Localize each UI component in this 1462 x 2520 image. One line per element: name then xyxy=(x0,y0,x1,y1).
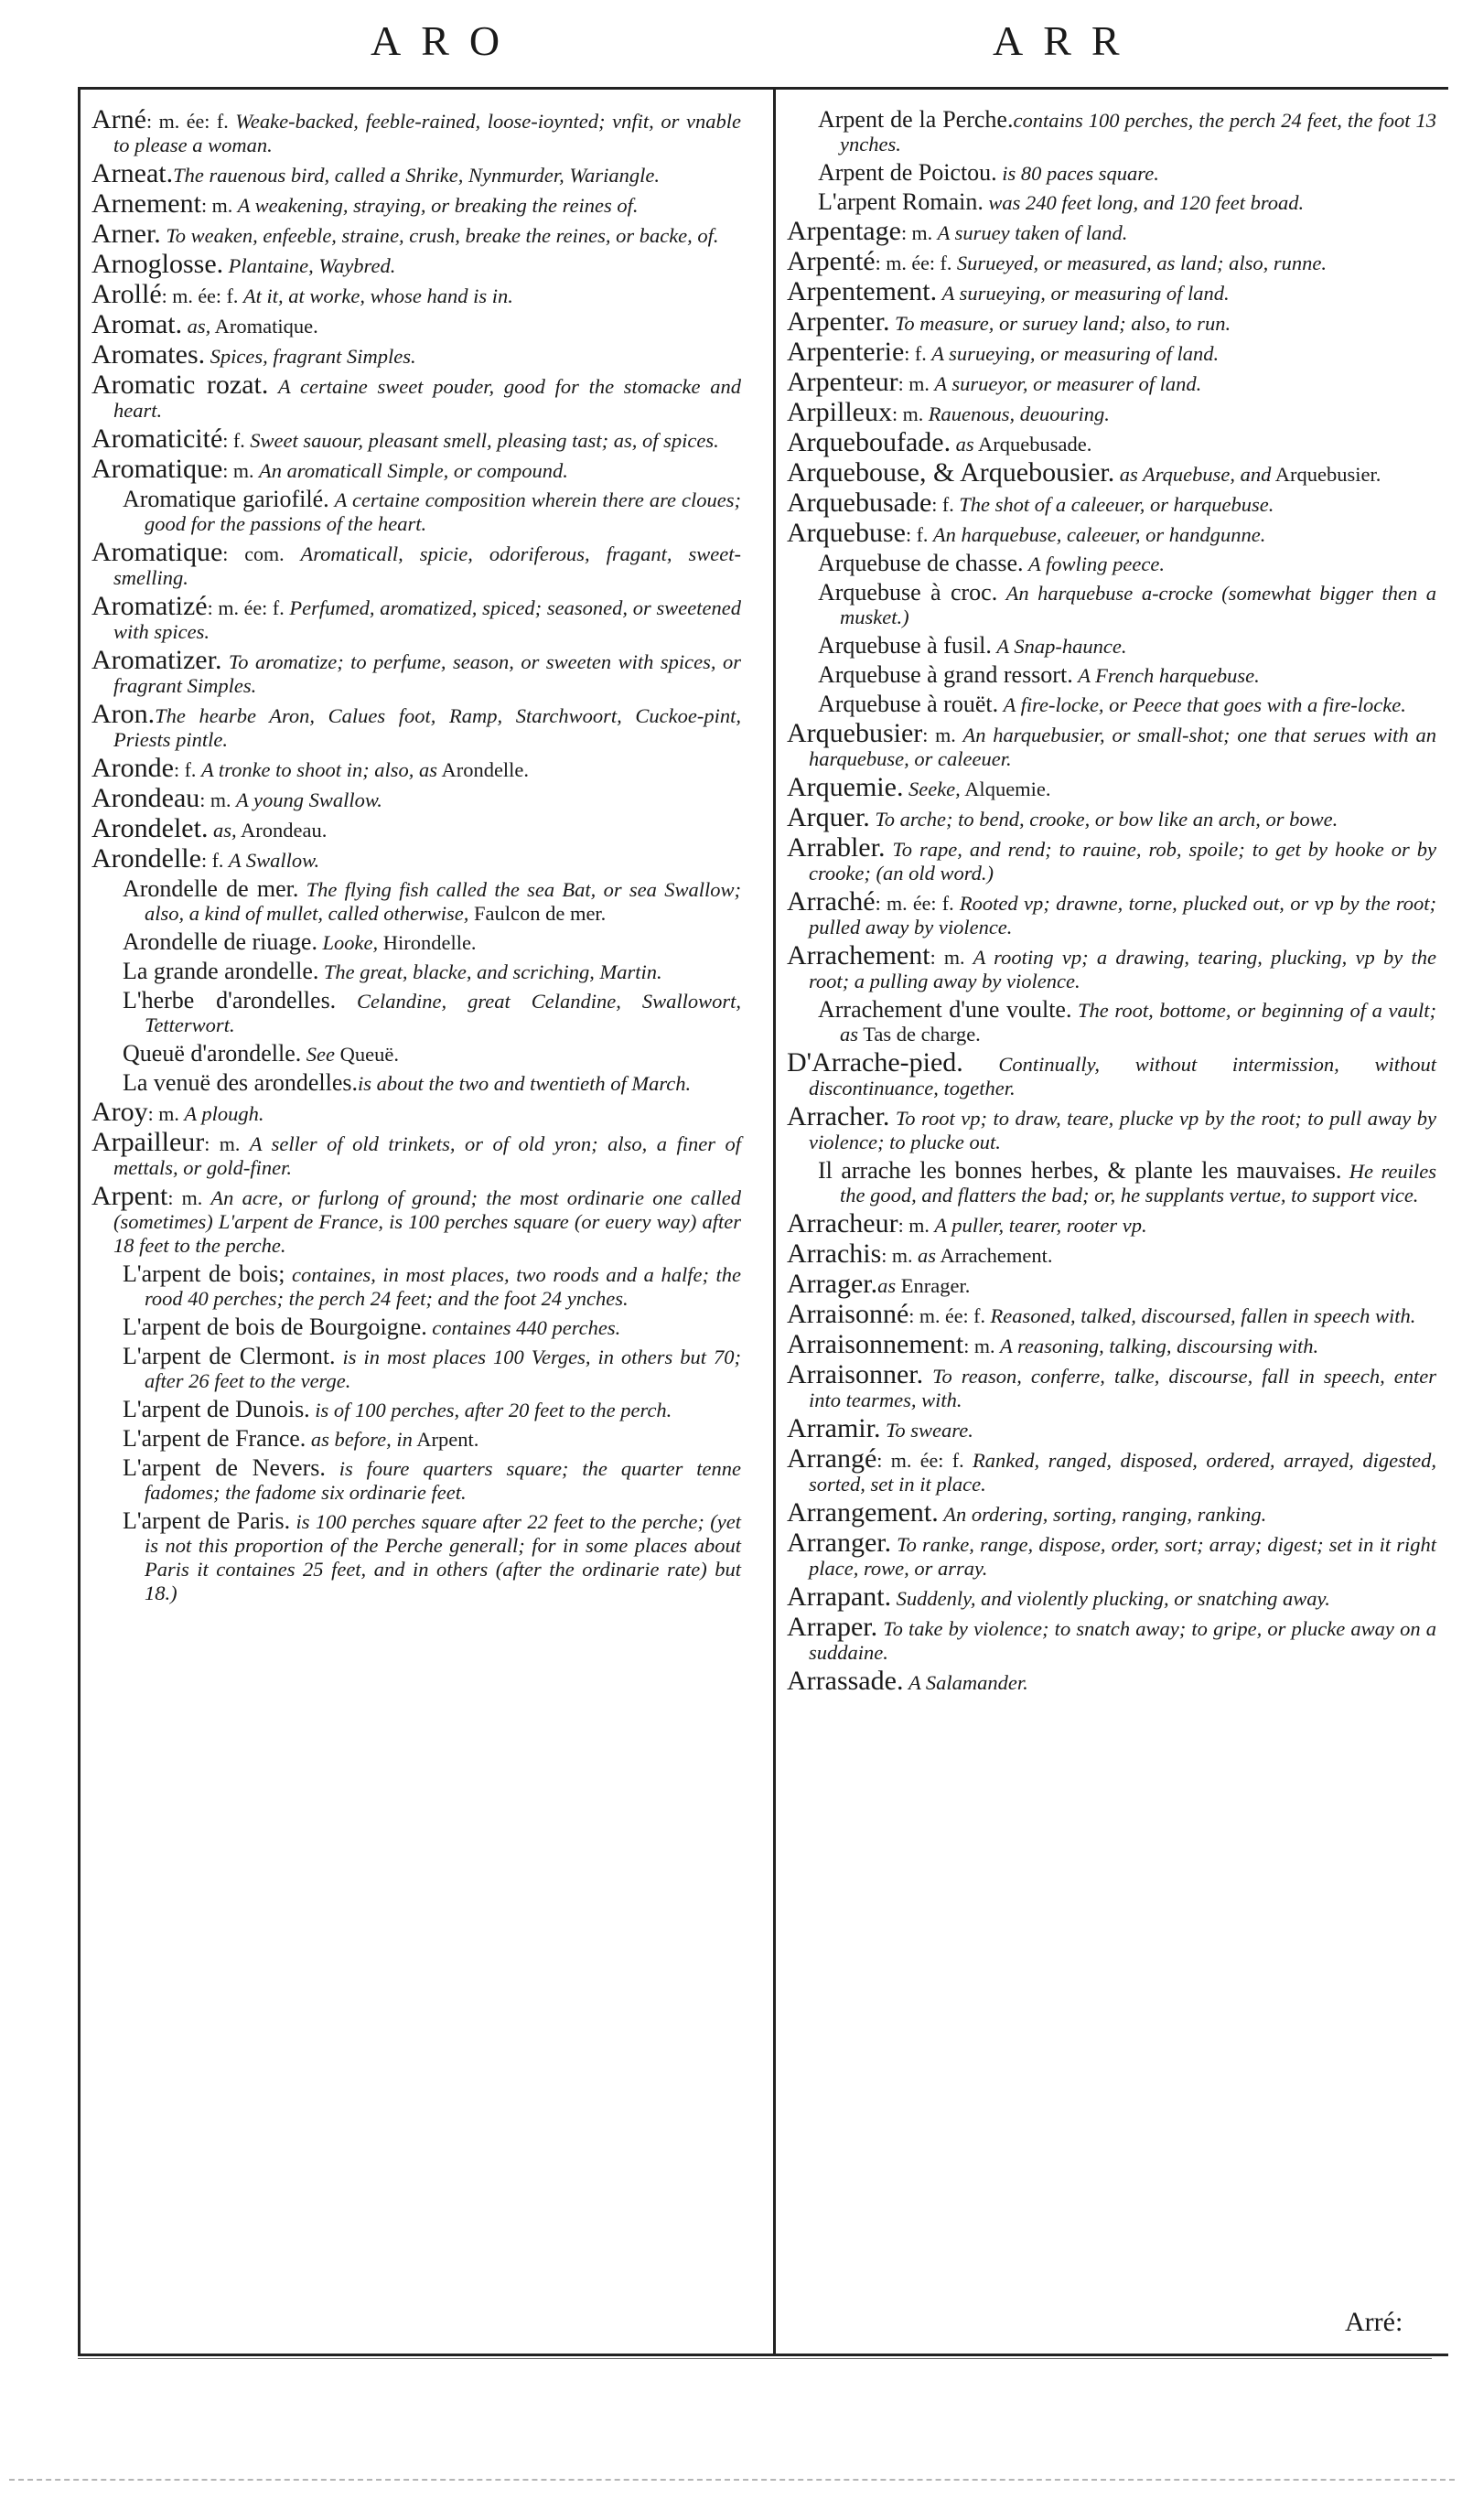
headword: Arpenté xyxy=(787,246,876,276)
grammar-note: : m. ée: f. xyxy=(875,892,960,915)
definition: To reason, conferre, talke, discourse, fall in speech, enter into tearmes, with. xyxy=(809,1365,1437,1411)
definition: is of 100 perches, after 20 feet to the perch. xyxy=(315,1399,672,1421)
dictionary-entry xyxy=(787,1359,1437,1412)
grammar-note: : f. xyxy=(905,523,933,546)
definition: See xyxy=(306,1043,336,1066)
grammar-note: : f. xyxy=(200,849,229,872)
definition: To ranke, range, dispose, order, sort; array; digest; set in it right place, rowe, or array. xyxy=(809,1533,1437,1580)
headword: Arrachement xyxy=(787,940,930,970)
dictionary-entry xyxy=(787,367,1436,397)
headword: Aronde xyxy=(91,753,174,783)
headword: Arracheur xyxy=(787,1208,898,1239)
sub-entry xyxy=(787,108,1436,156)
headword: Arquemie. xyxy=(787,772,904,802)
dictionary-entry xyxy=(787,397,1436,427)
definition: Suddenly, and violently plucking, or snatching away. xyxy=(896,1587,1330,1610)
sub-entry xyxy=(787,998,1436,1046)
headword: Aromatizer. xyxy=(91,645,222,675)
cross-reference: Tas de charge. xyxy=(863,1023,981,1046)
definition: is 100 perches square after 22 feet to the perche; (yet is not this proportion of the Perche generall; for in some places about Paris it containes 25 feet, and in others (after the ordinarie rate) but 18.) xyxy=(145,1510,741,1604)
sub-entry xyxy=(91,1042,741,1067)
headword: Arrachis xyxy=(787,1239,882,1269)
dictionary-entry xyxy=(787,276,1436,306)
headword: Arondelle de mer. xyxy=(123,875,299,902)
definition: A fowling peece. xyxy=(1028,552,1165,575)
dictionary-entry xyxy=(787,1413,1436,1443)
headword: Arrager. xyxy=(787,1269,878,1299)
dictionary-entry xyxy=(787,1528,1437,1581)
running-head-right: ARR xyxy=(993,17,1140,64)
headword: Arnoglosse. xyxy=(91,249,224,279)
dictionary-entry xyxy=(91,699,741,752)
definition: To rape, and rend; to rauine, rob, spoile; to get by hooke or by crooke; (an old word.) xyxy=(809,838,1437,885)
grammar-note: : f. xyxy=(904,342,932,365)
dictionary-entry xyxy=(787,216,1436,246)
headword: Aromatique xyxy=(91,537,223,567)
dictionary-entry xyxy=(787,518,1436,548)
dictionary-entry xyxy=(787,940,1436,993)
definition: Plantaine, Waybred. xyxy=(228,254,396,277)
dictionary-entry xyxy=(91,1127,741,1180)
definition: He reuiles the good, and flatters the bad; or, he supplants vertue, to support vice. xyxy=(840,1160,1436,1206)
definition: A puller, tearer, rooter vp. xyxy=(934,1214,1147,1237)
sub-entry xyxy=(787,161,1436,186)
grammar-note xyxy=(298,878,306,901)
dictionary-entry xyxy=(91,454,741,484)
sub-entry xyxy=(787,634,1436,659)
dictionary-entry xyxy=(787,306,1436,337)
grammar-note: : f. xyxy=(931,493,960,516)
dictionary-entry xyxy=(91,843,741,874)
definition: Celandine, great Celandine, Swallowort, Tetterwort. xyxy=(145,990,741,1036)
headword: La grande arondelle. xyxy=(123,958,319,984)
frame-rule xyxy=(78,2358,1432,2359)
grammar-note: : m. xyxy=(930,946,973,969)
grammar-note xyxy=(963,1053,999,1076)
grammar-note: : m. xyxy=(898,372,935,395)
headword: L'arpent de France. xyxy=(123,1425,306,1452)
headword: Arondelet. xyxy=(91,813,209,843)
sub-entry xyxy=(787,552,1436,576)
definition: Reasoned, talked, discoursed, fallen in speech with. xyxy=(990,1304,1416,1327)
headword: Arpent xyxy=(91,1181,168,1211)
headword: Arrangement. xyxy=(787,1497,939,1528)
definition: containes 440 perches. xyxy=(432,1316,621,1339)
grammar-note xyxy=(997,582,1005,605)
dictionary-entry xyxy=(787,772,1436,802)
definition: was 240 feet long, and 120 feet broad. xyxy=(988,191,1305,214)
headword: Arner. xyxy=(91,219,161,249)
definition: is foure quarters square; the quarter tenne fadomes; the fadome six ordinarie feet. xyxy=(145,1457,742,1504)
page-header xyxy=(78,16,1446,71)
sub-entry xyxy=(91,1262,741,1311)
definition: A certaine sweet pouder, good for the stomacke and heart. xyxy=(113,375,742,422)
headword: Arraisonnement xyxy=(787,1329,964,1359)
grammar-note xyxy=(923,1365,932,1388)
definition: as Arquebuse, and xyxy=(1119,463,1272,486)
headword: L'arpent de Dunois. xyxy=(123,1396,310,1422)
definition: Weake-backed, feeble-rained, loose-ioynted; vnfit, or vnable to please a woman. xyxy=(113,110,741,156)
dictionary-entry xyxy=(91,783,741,813)
definition: The great, blacke, and scriching, Martin. xyxy=(323,960,662,983)
definition: Rooted vp; drawne, torne, plucked out, or vp by the root; pulled away by violence. xyxy=(809,892,1436,938)
headword: Aromatic rozat. xyxy=(91,370,269,400)
headword: Arpentage xyxy=(787,216,901,246)
dictionary-entry xyxy=(787,337,1436,367)
grammar-note xyxy=(1341,1160,1349,1183)
grammar-note: : m. xyxy=(204,1132,250,1155)
headword: Aromates. xyxy=(91,339,206,370)
dictionary-entry xyxy=(787,1269,1436,1299)
headword: Arracher. xyxy=(787,1101,890,1131)
sub-entry xyxy=(91,989,741,1037)
dictionary-entry xyxy=(91,753,741,783)
definition: Looke, xyxy=(322,931,379,954)
headword: L'arpent Romain. xyxy=(818,188,984,215)
definition: The flying fish called the sea Bat, or sea Swallow; also, a kind of mullet, called otherwise, xyxy=(145,878,741,925)
definition: To root vp; to draw, teare, plucke vp by the root; to pull away by violence; to plucke out. xyxy=(809,1107,1437,1153)
definition: To arche; to bend, crooke, or bow like an arch, or bowe. xyxy=(875,808,1338,831)
definition: An aromaticall Simple, or compound. xyxy=(259,459,568,482)
headword: Arrabler. xyxy=(787,832,886,863)
headword: Aron. xyxy=(91,699,156,729)
definition: A surueyor, or measurer of land. xyxy=(934,372,1202,395)
left-column xyxy=(91,104,742,1610)
sub-entry xyxy=(787,692,1436,717)
definition: A certaine composition wherein there are cloues; good for the passions of the heart. xyxy=(145,488,741,535)
headword: Arondeau xyxy=(91,783,200,813)
dictionary-entry xyxy=(787,1666,1436,1696)
scan-edge xyxy=(9,2479,1455,2481)
headword: Arondelle de riuage. xyxy=(123,928,317,955)
dictionary-entry xyxy=(91,813,741,843)
grammar-note: : m. ée: f. xyxy=(161,284,243,307)
definition: A seller of old trinkets, or of old yron; also, a finer of mettals, or gold-finer. xyxy=(113,1132,741,1179)
headword: Arondelle xyxy=(91,843,201,874)
dictionary-entry xyxy=(787,1582,1436,1612)
grammar-note: : m. ée: f. xyxy=(876,1449,973,1472)
headword: Aromatizé xyxy=(91,591,208,621)
definition: An ordering, sorting, ranging, ranking. xyxy=(943,1503,1267,1526)
grammar-note: : m. xyxy=(199,788,237,811)
definition: At it, at worke, whose hand is in. xyxy=(242,284,513,307)
dictionary-entry xyxy=(91,370,742,423)
cross-reference: Alquemie. xyxy=(964,777,1051,800)
headword: Arnement xyxy=(91,188,201,219)
definition: A Salamander. xyxy=(908,1671,1028,1694)
headword: L'arpent de Paris. xyxy=(123,1507,291,1534)
headword: Arquebusade xyxy=(787,488,932,518)
dictionary-entry xyxy=(91,1097,741,1127)
sub-entry xyxy=(91,1509,741,1605)
dictionary-entry xyxy=(787,488,1436,518)
definition: A plough. xyxy=(184,1102,264,1125)
dictionary-entry xyxy=(91,279,741,309)
definition: A weakening, straying, or breaking the reines of. xyxy=(237,194,639,217)
headword: Arpentement. xyxy=(787,276,938,306)
sub-entry xyxy=(91,1456,741,1505)
headword: L'herbe d'arondelles. xyxy=(123,987,337,1013)
definition: Surueyed, or measured, as land; also, runne. xyxy=(956,252,1327,274)
running-head-left: ARO xyxy=(371,17,521,64)
dictionary-entry xyxy=(91,645,741,698)
cross-reference: Arondeau. xyxy=(241,819,328,842)
grammar-note: : m. xyxy=(222,459,260,482)
sub-entry xyxy=(91,488,741,536)
definition: contains 100 perches, the perch 24 feet, the foot 13 ynches. xyxy=(840,109,1436,155)
dictionary-entry xyxy=(787,1101,1437,1154)
headword: Arquebuse à grand ressort. xyxy=(818,661,1073,688)
headword: Arrachement d'une voulte. xyxy=(818,996,1072,1023)
grammar-note xyxy=(221,650,228,673)
dictionary-entry xyxy=(91,158,741,188)
definition: as, xyxy=(212,819,237,842)
headword: Arraisonné xyxy=(787,1299,909,1329)
definition: A Swallow. xyxy=(228,849,320,872)
cross-reference: Arrachement. xyxy=(940,1244,1053,1267)
dictionary-entry xyxy=(787,1208,1436,1239)
grammar-note: : m. xyxy=(898,1214,935,1237)
dictionary-entry xyxy=(787,1299,1436,1329)
dictionary-entry xyxy=(91,339,741,370)
grammar-note xyxy=(336,990,357,1013)
cross-reference: Aromatique. xyxy=(214,315,318,338)
definition: To sweare. xyxy=(885,1419,973,1442)
headword: Arpenter. xyxy=(787,306,890,337)
definition: Rauenous, deuouring. xyxy=(928,402,1110,425)
headword: La venuë des arondelles. xyxy=(123,1069,359,1096)
definition: The root, bottome, or beginning of a vault; as xyxy=(840,999,1436,1046)
dictionary-entry xyxy=(91,1181,741,1258)
definition: A French harquebuse. xyxy=(1078,664,1260,687)
definition: A surueying, or measuring of land. xyxy=(941,282,1230,305)
definition: An harquebuse, caleeuer, or handgunne. xyxy=(932,523,1266,546)
dictionary-entry xyxy=(91,537,741,590)
definition: Perfumed, aromatized, spiced; seasoned, or sweetened with spices. xyxy=(113,596,741,643)
headword: Arpenterie xyxy=(787,337,905,367)
sub-entry xyxy=(91,1315,741,1340)
grammar-note: : f. xyxy=(222,429,251,452)
grammar-note: : m. ée: f. xyxy=(875,252,957,274)
dictionary-entry xyxy=(787,832,1437,885)
headword: Arpilleux xyxy=(787,397,892,427)
definition: is about the two and twentieth of March. xyxy=(358,1072,692,1095)
sub-entry xyxy=(91,930,741,955)
headword: Arrassade. xyxy=(787,1666,904,1696)
grammar-note: : m. xyxy=(167,1186,211,1209)
grammar-note: : f. xyxy=(173,758,201,781)
dictionary-entry xyxy=(91,309,741,339)
definition: as, xyxy=(187,315,211,338)
cross-reference: Arpent. xyxy=(416,1428,479,1451)
dictionary-entry xyxy=(787,457,1436,488)
cross-reference: Arquebusade. xyxy=(978,433,1092,456)
dictionary-entry xyxy=(787,1497,1436,1528)
definition: The hearbe Aron, Calues foot, Ramp, Starchwoort, Cuckoe-pint, Priests pintle. xyxy=(113,704,741,751)
definition: To measure, or suruey land; also, to run. xyxy=(894,312,1231,335)
sub-entry xyxy=(91,877,741,926)
headword: Arpailleur xyxy=(91,1127,205,1157)
definition: A fire-locke, or Peece that goes with a fire-locke. xyxy=(1003,693,1406,716)
headword: Arquer. xyxy=(787,802,870,832)
sub-entry xyxy=(91,960,741,984)
headword: Arqueboufade. xyxy=(787,427,951,457)
headword: Arrapant. xyxy=(787,1582,892,1612)
definition: A Snap-haunce. xyxy=(996,635,1127,658)
headword: Arpenteur xyxy=(787,367,898,397)
definition: An harquebusier, or small-shot; one that serues with an harquebuse, or caleeuer. xyxy=(809,724,1436,770)
headword: Arraper. xyxy=(787,1612,878,1642)
grammar-note: : m. xyxy=(881,1244,919,1267)
headword: Arquebuse xyxy=(787,518,906,548)
dictionary-entry xyxy=(91,188,741,219)
definition: Aromaticall, spicie, odoriferous, fragant, sweet-smelling. xyxy=(113,542,741,589)
grammar-note: : m. ée: f. xyxy=(207,596,290,619)
dictionary-entry xyxy=(787,718,1436,771)
headword: Aromatique gariofilé. xyxy=(123,486,329,512)
sub-entry xyxy=(787,581,1436,629)
grammar-note xyxy=(326,1457,339,1480)
definition: An acre, or furlong of ground; the most ordinarie one called (sometimes) L'arpent de France, is 100 perches square (or euery way) after 18 feet to the perche. xyxy=(113,1186,741,1257)
definition: The rauenous bird, called a Shrike, Nynmurder, Wariangle. xyxy=(173,164,660,187)
sub-entry xyxy=(91,1071,741,1096)
dictionary-entry xyxy=(91,104,741,157)
dictionary-entry xyxy=(787,1239,1436,1269)
definition: Seeke, xyxy=(908,777,961,800)
dictionary-entry xyxy=(91,424,741,454)
grammar-note: : m. xyxy=(963,1335,1001,1357)
headword: L'arpent de bois; xyxy=(123,1260,285,1287)
headword: Aromat. xyxy=(91,309,183,339)
sub-entry xyxy=(787,663,1436,688)
headword: L'arpent de Clermont. xyxy=(123,1343,336,1369)
cross-reference: Faulcon de mer. xyxy=(473,902,607,925)
grammar-note: : m. ée: f. xyxy=(145,110,236,133)
dictionary-entry xyxy=(91,591,741,644)
dictionary-entry xyxy=(787,802,1436,832)
headword: Arranger. xyxy=(787,1528,892,1558)
sub-entry xyxy=(787,190,1436,215)
headword: Il arrache les bonnes herbes, & plante les mauvaises. xyxy=(818,1157,1342,1184)
definition: A surueying, or measuring of land. xyxy=(931,342,1220,365)
definition: To aromatize; to perfume, season, or sweeten with spices, or fragrant Simples. xyxy=(113,650,741,697)
dictionary-entry xyxy=(91,219,741,249)
definition: as before, in xyxy=(310,1428,413,1451)
headword: Aroy xyxy=(91,1097,148,1127)
definition: An harquebuse a-crocke (somewhat bigger then a musket.) xyxy=(840,582,1436,628)
headword: Arneat. xyxy=(91,158,174,188)
headword: Arquebusier xyxy=(787,718,923,748)
headword: Arpent de la Perche. xyxy=(818,106,1014,133)
headword: Queuë d'arondelle. xyxy=(123,1040,302,1067)
definition: The shot of a caleeuer, or harquebuse. xyxy=(959,493,1274,516)
definition: as xyxy=(918,1244,937,1267)
dictionary-entry xyxy=(787,427,1436,457)
sub-entry xyxy=(91,1398,741,1422)
catchword: Arré: xyxy=(1345,2307,1403,2337)
grammar-note: : com. xyxy=(222,542,301,565)
dictionary-entry xyxy=(787,1329,1436,1359)
definition: A young Swallow. xyxy=(236,788,382,811)
definition: as xyxy=(877,1274,897,1297)
headword: D'Arrache-pied. xyxy=(787,1047,963,1078)
headword: Aromatique xyxy=(91,454,223,484)
dictionary-entry xyxy=(91,249,741,279)
sub-entry xyxy=(91,1345,741,1393)
headword: L'arpent de bois de Bourgoigne. xyxy=(123,1314,427,1340)
definition: containes, in most places, two roods and a halfe; the rood 40 perches; the perch 24 feet; and the foot 24 ynches. xyxy=(145,1263,742,1310)
definition: To take by violence; to snatch away; to gripe, or plucke away on a suddaine. xyxy=(809,1617,1436,1664)
headword: Arquebuse à croc. xyxy=(818,579,998,606)
dictionary-entry xyxy=(787,886,1436,939)
grammar-note: : m. xyxy=(200,194,238,217)
headword: Aromaticité xyxy=(91,424,223,454)
cross-reference: Arquebusier. xyxy=(1274,463,1381,486)
grammar-note xyxy=(268,375,278,398)
headword: Arquebouse, & Arquebousier. xyxy=(787,457,1115,488)
dictionary-entry xyxy=(787,1047,1437,1100)
headword: Arramir. xyxy=(787,1413,881,1443)
grammar-note: : m. ée: f. xyxy=(908,1304,991,1327)
dictionary-entry xyxy=(787,1612,1436,1665)
cross-reference: Arondelle. xyxy=(441,758,530,781)
headword: Arné xyxy=(91,104,146,134)
definition: Sweet sauour, pleasant smell, pleasing tast; as, of spices. xyxy=(250,429,719,452)
definition: A rooting vp; a drawing, tearing, plucking, vp by the root; a pulling away by violence. xyxy=(809,946,1436,992)
grammar-note: : m. xyxy=(147,1102,185,1125)
cross-reference: Enrager. xyxy=(900,1274,971,1297)
definition: is in most places 100 Verges, in others but 70; after 26 feet to the verge. xyxy=(145,1346,742,1392)
definition: Spices, fragrant Simples. xyxy=(210,345,416,368)
definition: A tronke to shoot in; also, as xyxy=(200,758,438,781)
headword: Arollé xyxy=(91,279,162,309)
grammar-note xyxy=(285,1263,292,1286)
headword: Arquebuse à rouët. xyxy=(818,691,999,717)
headword: L'arpent de Nevers. xyxy=(123,1454,326,1481)
headword: Arquebuse à fusil. xyxy=(818,632,992,659)
definition: as xyxy=(955,433,974,456)
cross-reference: Hirondelle. xyxy=(382,931,477,954)
headword: Arraisonner. xyxy=(787,1359,924,1389)
grammar-note: : m. xyxy=(891,402,929,425)
sub-entry xyxy=(91,1427,741,1452)
column-divider xyxy=(773,87,776,2354)
definition: A reasoning, talking, discoursing with. xyxy=(1000,1335,1319,1357)
dictionary-entry xyxy=(787,246,1436,276)
definition: Continually, without intermission, without discontinuance, together. xyxy=(809,1053,1437,1099)
grammar-note: : m. xyxy=(900,221,938,244)
sub-entry xyxy=(787,1159,1436,1207)
headword: Arpent de Poictou. xyxy=(818,159,997,186)
definition: is 80 paces square. xyxy=(1002,162,1159,185)
definition: To weaken, enfeeble, straine, crush, breake the reines, or backe, of. xyxy=(166,224,719,247)
grammar-note: : m. xyxy=(922,724,963,746)
dictionary-entry xyxy=(787,1443,1436,1496)
cross-reference: Queuë. xyxy=(339,1043,399,1066)
headword: Arraché xyxy=(787,886,876,917)
right-column xyxy=(787,108,1436,1700)
headword: Arrangé xyxy=(787,1443,877,1474)
headword: Arquebuse de chasse. xyxy=(818,550,1024,576)
definition: A suruey taken of land. xyxy=(937,221,1128,244)
definition: Ranked, ranged, disposed, ordered, arrayed, digested, sorted, set in it place. xyxy=(809,1449,1436,1496)
